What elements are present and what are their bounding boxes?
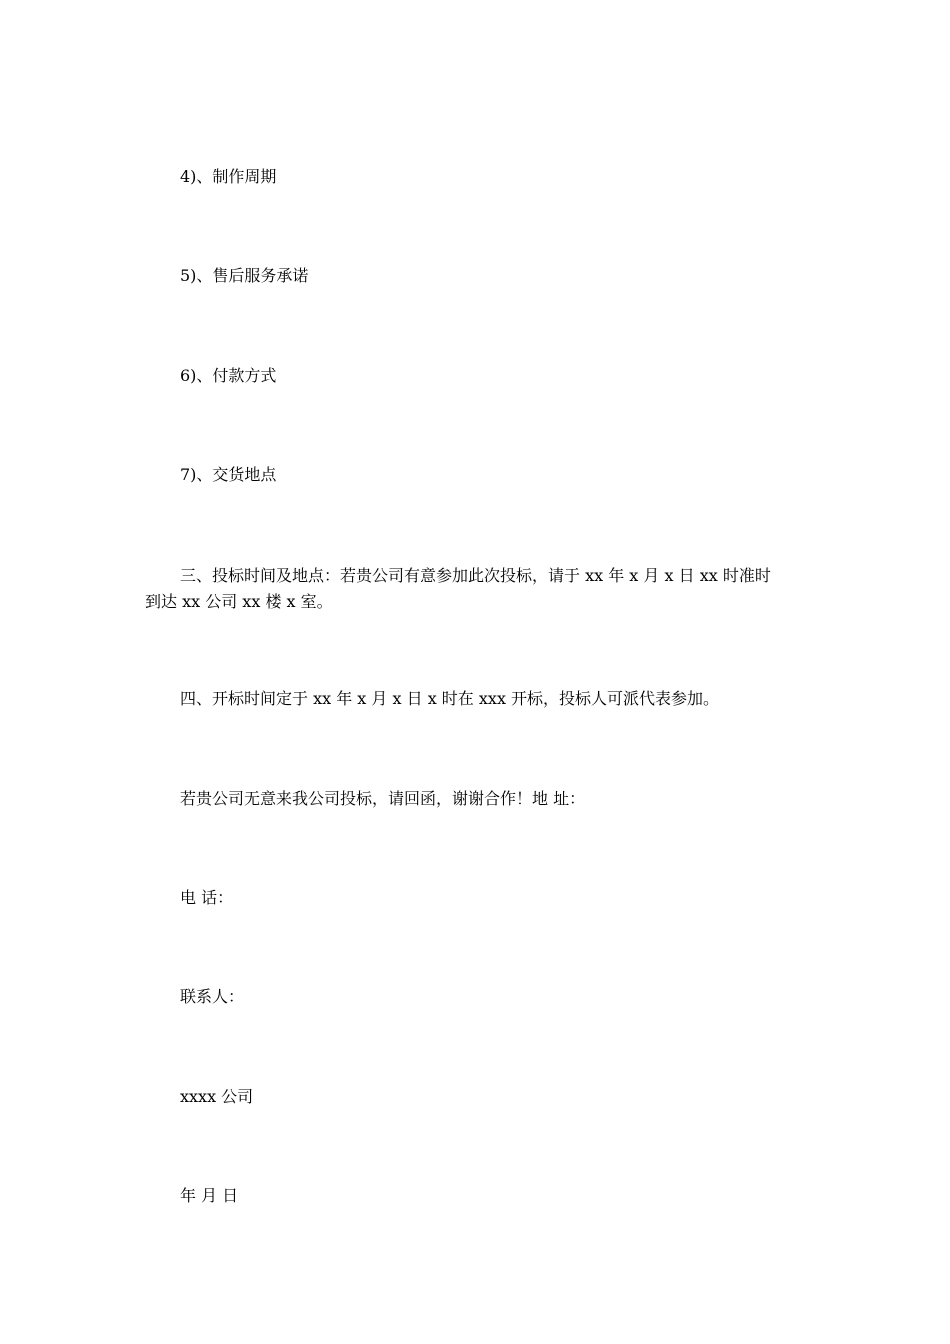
company-name: xxxx 公司: [180, 1087, 254, 1106]
item-payment-method: 6)、付款方式: [180, 366, 277, 385]
item-after-sales-commitment: 5)、售后服务承诺: [180, 266, 309, 285]
signature-date: 年 月 日: [180, 1186, 239, 1205]
phone-label: 电 话：: [180, 888, 234, 907]
item-delivery-location: 7)、交货地点: [180, 465, 277, 484]
item-production-cycle: 4)、制作周期: [180, 167, 277, 186]
bid-time-place-line-2: 到达 xx 公司 xx 楼 x 室。: [145, 592, 333, 611]
bid-time-place-line-1: 三、投标时间及地点：若贵公司有意参加此次投标，请于 xx 年 x 月 x 日 xx 时准时: [180, 566, 771, 585]
section-bid-opening: 四、开标时间定于 xx 年 x 月 x 日 x 时在 xxx 开标，投标人可派代表参加。: [180, 689, 720, 708]
section-bid-time-and-place: [145, 563, 815, 615]
reply-note-and-address: 若贵公司无意来我公司投标，请回函，谢谢合作！地 址：: [180, 789, 586, 808]
contact-person-label: 联系人：: [180, 987, 245, 1006]
